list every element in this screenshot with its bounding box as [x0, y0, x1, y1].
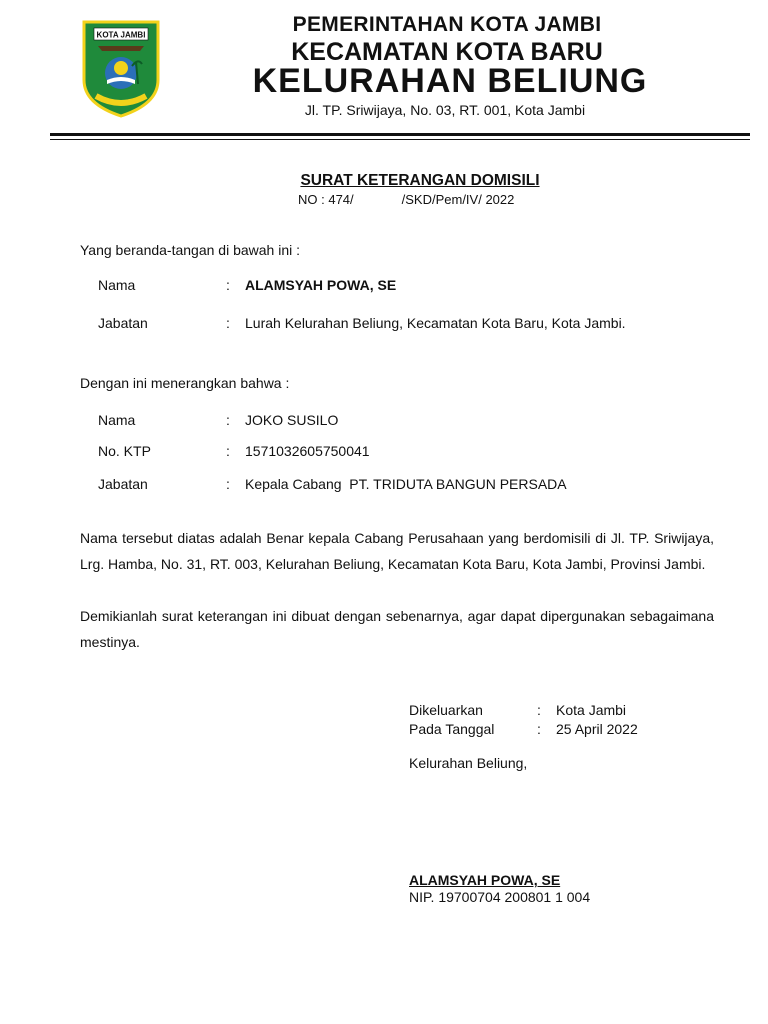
declare-text: Dengan ini menerangkan bahwa :	[80, 375, 290, 391]
colon: :	[226, 277, 230, 293]
document-number-prefix: NO : 474/	[298, 192, 354, 207]
letterhead-divider-thin	[50, 139, 750, 140]
letterhead-line-2: KECAMATAN KOTA BARU	[291, 38, 603, 66]
issued-label: Dikeluarkan	[409, 702, 483, 718]
signature-name: ALAMSYAH POWA, SE	[409, 872, 561, 888]
date-label: Pada Tanggal	[409, 721, 495, 737]
subject-position-label: Jabatan	[98, 476, 148, 492]
issued-value: Kota Jambi	[556, 702, 627, 718]
document-number-suffix: /SKD/Pem/IV/ 2022	[401, 192, 515, 207]
place-line: Kelurahan Beliung,	[409, 755, 528, 771]
colon: :	[226, 412, 230, 428]
logo-banner-text: KOTA JAMBI	[96, 30, 146, 40]
letterhead-line-1: PEMERINTAHAN KOTA JAMBI	[292, 13, 602, 36]
signer-name-value: ALAMSYAH POWA, SE	[245, 277, 397, 293]
document-title: SURAT KETERANGAN DOMISILI	[300, 172, 540, 189]
letterhead-address: Jl. TP. Sriwijaya, No. 03, RT. 001, Kota Jambi	[304, 102, 586, 118]
colon: :	[537, 702, 541, 718]
colon: :	[226, 315, 230, 331]
intro-text: Yang beranda-tangan di bawah ini :	[80, 242, 301, 258]
date-value: 25 April 2022	[556, 721, 638, 737]
subject-ktp-value: 1571032605750041	[245, 443, 370, 459]
subject-position-value: Kepala Cabang PT. TRIDUTA BANGUN PERSADA	[245, 476, 567, 492]
subject-name-value: JOKO SUSILO	[245, 412, 339, 428]
subject-ktp-label: No. KTP	[98, 443, 151, 459]
signer-name-label: Nama	[98, 277, 136, 293]
colon: :	[537, 721, 541, 737]
body-paragraph: Nama tersebut diatas adalah Benar kepala Cabang Perusahaan yang berdomisili di Jl. TP. Sriwijaya, Lrg. Hamba, No. 31, RT. 003, Kelurahan Beliung, Kecamatan Kota Baru, Kota Jambi, Provinsi Jambi.	[80, 530, 714, 572]
colon: :	[226, 443, 230, 459]
signer-position-label: Jabatan	[98, 315, 148, 331]
document-number	[298, 192, 514, 207]
signer-position-value: Lurah Kelurahan Beliung, Kecamatan Kota Baru, Kota Jambi.	[245, 315, 626, 331]
subject-name-label: Nama	[98, 412, 136, 428]
letterhead-line-3: KELURAHAN BELIUNG	[252, 62, 648, 100]
letterhead-divider-thick	[50, 133, 750, 136]
closing-paragraph: Demikianlah surat keterangan ini dibuat dengan sebenarnya, agar dapat dipergunakan sebagaimana mestinya.	[80, 608, 714, 650]
colon: :	[226, 476, 230, 492]
signature-nip: NIP. 19700704 200801 1 004	[409, 889, 591, 905]
